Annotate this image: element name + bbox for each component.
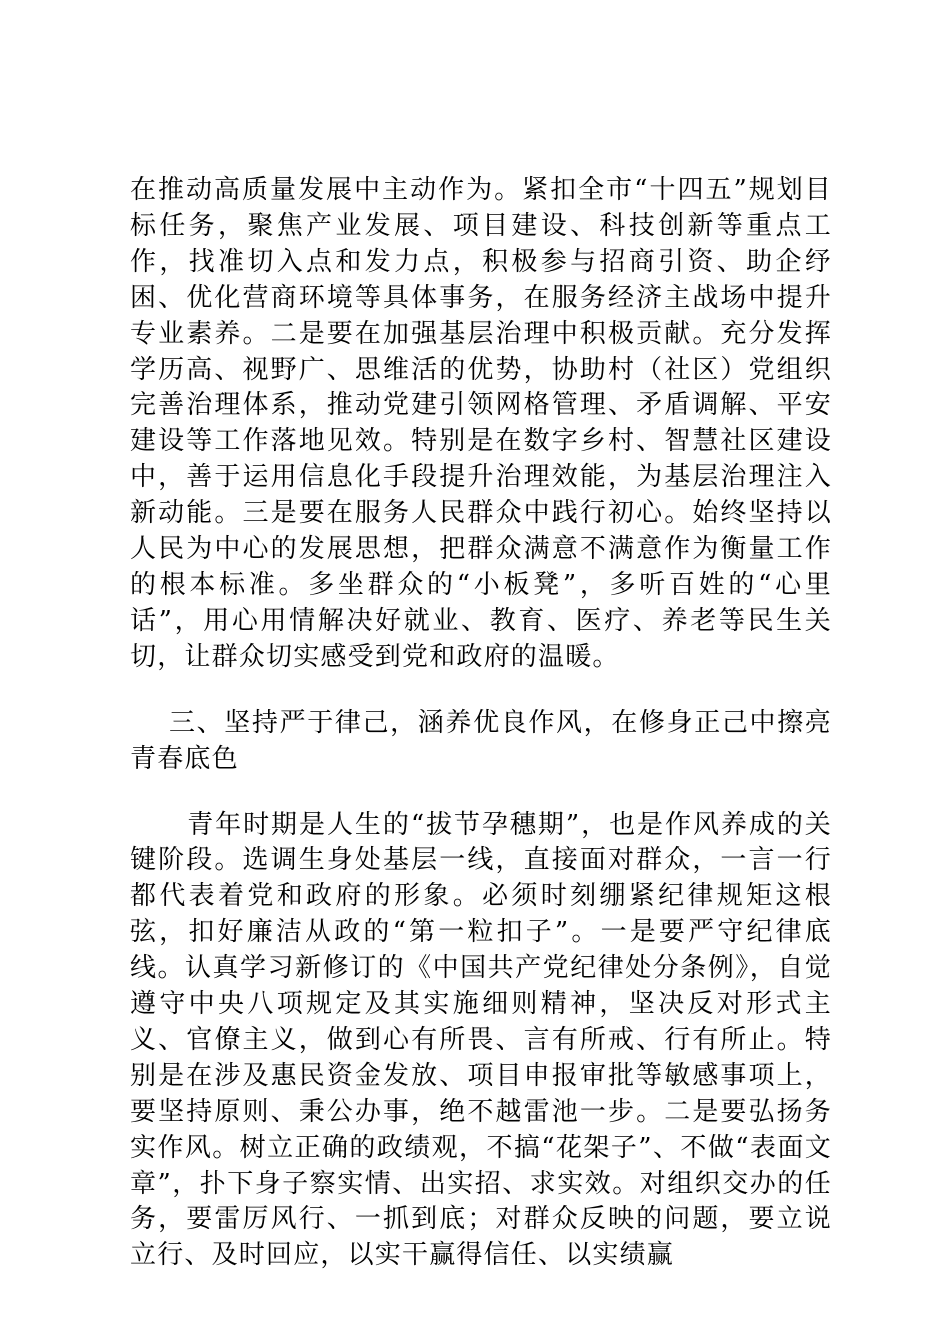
section-heading: 三、坚持严于律己，涵养优良作风，在修身正己中擦亮青春底色 (130, 707, 832, 774)
body-paragraph: 青年时期是人生的“拔节孕穗期”，也是作风养成的关键阶段。选调生身处基层一线，直接面对群众，一言一行都代表着党和政府的形象。必须时刻绷紧纪律规矩这根弦，扣好廉洁从政的“第一粒扣子”。一是要严守纪律底线。认真学习新修订的《中国共产党纪律处分条例》，自觉遵守中央八项规定及其实施细则精神，坚决反对形式主义、官僚主义，做到心有所畏、言有所戒、行有所止。特别是在涉及惠民资金发放、项目申报审批等敏感事项上，要坚持原则、秉公办事，绝不越雷池一步。二是要弘扬务实作风。树立正确的政绩观，不搞“花架子”、不做“表面文章”，扑下身子察实情、出实招、求实效。对组织交办的任务，要雷厉风行、一抓到底；对群众反映的问题，要立说立行、及时回应，以实干赢得信任、以实绩赢 (130, 809, 832, 1271)
document-body (130, 173, 832, 1274)
body-paragraph-continued: 在推动高质量发展中主动作为。紧扣全市“十四五”规划目标任务，聚焦产业发展、项目建设、科技创新等重点工作，找准切入点和发力点，积极参与招商引资、助企纾困、优化营商环境等具体事务，在服务经济主战场中提升专业素养。二是要在加强基层治理中积极贡献。充分发挥学历高、视野广、思维活的优势，协助村（社区）党组织完善治理体系，推动党建引领网格管理、矛盾调解、平安建设等工作落地见效。特别是在数字乡村、智慧社区建设中，善于运用信息化手段提升治理效能，为基层治理注入新动能。三是要在服务人民群众中践行初心。始终坚持以人民为中心的发展思想，把群众满意不满意作为衡量工作的根本标准。多坐群众的“小板凳”，多听百姓的“心里话”，用心用情解决好就业、教育、医疗、养老等民生关切，让群众切实感受到党和政府的温暖。 (130, 175, 832, 672)
